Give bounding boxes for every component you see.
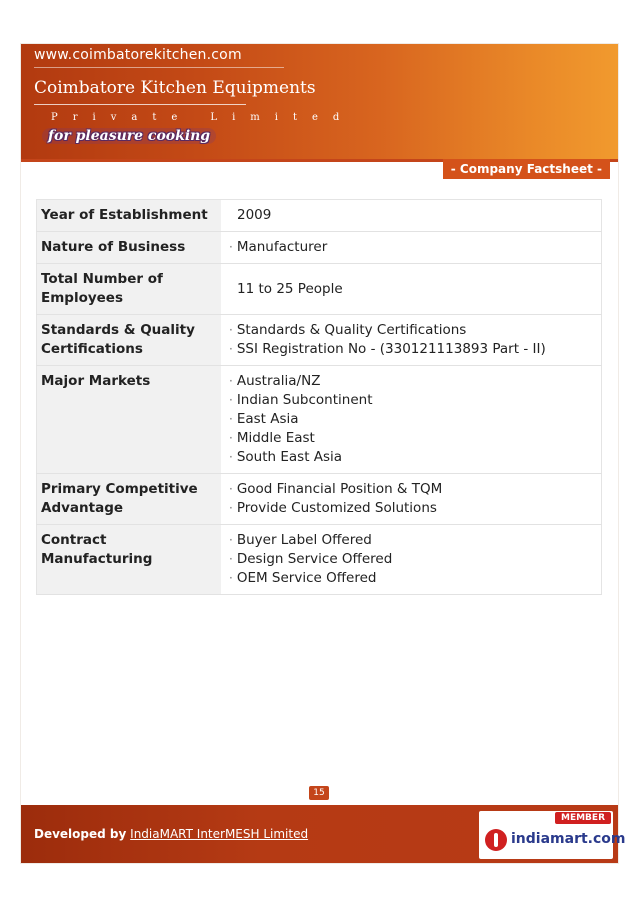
indiamart-logo-text: indiamart.com xyxy=(511,831,626,847)
indiamart-member-badge[interactable] xyxy=(479,811,626,859)
fact-value-cell xyxy=(221,474,602,525)
fact-value: · Indian Subcontinent xyxy=(229,391,597,410)
company-tagline-logo: for pleasure cooking xyxy=(42,128,216,144)
fact-value-cell xyxy=(221,200,602,232)
website-url[interactable]: www.coimbatorekitchen.com xyxy=(34,47,242,63)
fact-value: 2009 xyxy=(237,207,272,223)
fact-label: Contract Manufacturing xyxy=(37,525,222,595)
fact-row xyxy=(37,264,602,315)
fact-label: Standards & Quality Certifications xyxy=(37,315,222,366)
member-label: MEMBER xyxy=(555,812,611,824)
fact-value: · Design Service Offered xyxy=(229,550,597,569)
fact-label: Primary Competitive Advantage xyxy=(37,474,222,525)
fact-value-cell xyxy=(221,366,602,474)
fact-value: · Buyer Label Offered xyxy=(229,531,597,550)
fact-value: · South East Asia xyxy=(229,448,597,467)
fact-value-cell xyxy=(221,264,602,315)
page-number: 15 xyxy=(309,786,329,800)
fact-value: · SSI Registration No - (330121113893 Part - II) xyxy=(229,340,597,359)
page-header xyxy=(21,44,618,159)
fact-value: · Australia/NZ xyxy=(229,372,597,391)
url-divider xyxy=(34,67,284,68)
section-tab: - Company Factsheet - xyxy=(443,159,610,179)
fact-value: · Provide Customized Solutions xyxy=(229,499,597,518)
fact-value: · Manufacturer xyxy=(229,238,597,257)
fact-row xyxy=(37,315,602,366)
fact-label: Total Number of Employees xyxy=(37,264,222,315)
company-name-divider xyxy=(34,104,246,105)
fact-value-cell xyxy=(221,525,602,595)
fact-value-cell xyxy=(221,232,602,264)
fact-value: · OEM Service Offered xyxy=(229,569,597,588)
fact-label: Nature of Business xyxy=(37,232,222,264)
fact-row xyxy=(37,232,602,264)
fact-value: · Middle East xyxy=(229,429,597,448)
company-suffix: Private Limited xyxy=(51,112,355,123)
indiamart-logo-icon xyxy=(485,829,507,851)
factsheet-page xyxy=(21,44,626,863)
page-footer xyxy=(21,805,626,863)
fact-value-cell xyxy=(221,315,602,366)
company-name: Coimbatore Kitchen Equipments xyxy=(34,78,316,98)
fact-label: Year of Establishment xyxy=(37,200,222,232)
facts-table-body xyxy=(37,200,602,595)
developed-by-label: Developed by xyxy=(34,827,127,841)
company-facts-table xyxy=(36,199,602,595)
fact-label: Major Markets xyxy=(37,366,222,474)
fact-row xyxy=(37,366,602,474)
fact-value: · Standards & Quality Certifications xyxy=(229,321,597,340)
fact-value: · Good Financial Position & TQM xyxy=(229,480,597,499)
fact-row xyxy=(37,474,602,525)
fact-row xyxy=(37,525,602,595)
fact-row xyxy=(37,200,602,232)
footer-credit xyxy=(34,827,308,841)
fact-value: 11 to 25 People xyxy=(237,280,343,297)
fact-value: · East Asia xyxy=(229,410,597,429)
developer-link[interactable]: IndiaMART InterMESH Limited xyxy=(130,827,309,841)
